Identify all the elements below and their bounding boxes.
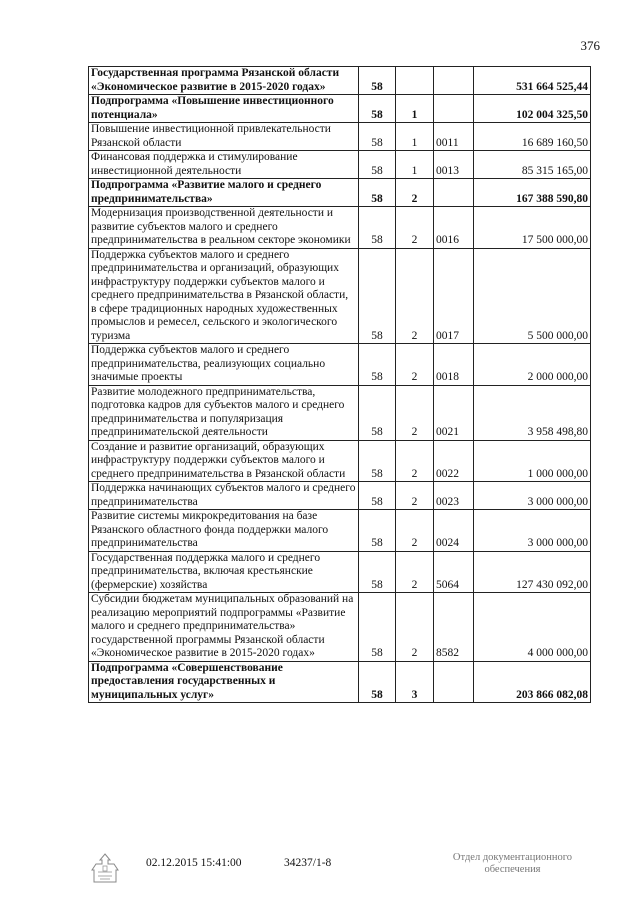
row-code-a: 58	[359, 661, 396, 703]
table-row	[89, 482, 591, 510]
table-row	[89, 344, 591, 386]
table-row	[89, 661, 591, 703]
table-row	[89, 123, 591, 151]
table-row	[89, 179, 591, 207]
row-sum: 531 664 525,44	[474, 67, 591, 95]
row-code-a: 58	[359, 482, 396, 510]
row-sum: 3 000 000,00	[474, 510, 591, 552]
row-code-a: 58	[359, 123, 396, 151]
row-sum: 3 000 000,00	[474, 482, 591, 510]
row-sum: 85 315 165,00	[474, 151, 591, 179]
row-code-b: 2	[396, 179, 434, 207]
row-name: Развитие системы микрокредитования на базе Рязанского областного фонда поддержки малого предпринимательства	[89, 510, 359, 552]
row-name: Финансовая поддержка и стимулирование инвестиционной деятельности	[89, 151, 359, 179]
row-code-a: 58	[359, 593, 396, 662]
row-code-b	[396, 67, 434, 95]
row-code-c: 8582	[434, 593, 474, 662]
row-code-a: 58	[359, 67, 396, 95]
department-line-1: Отдел документационного	[452, 852, 573, 863]
row-code-c: 0023	[434, 482, 474, 510]
row-code-c	[434, 661, 474, 703]
row-code-c: 0021	[434, 385, 474, 440]
table-row	[89, 440, 591, 482]
row-sum: 203 866 082,08	[474, 661, 591, 703]
row-code-b: 2	[396, 248, 434, 344]
row-sum: 17 500 000,00	[474, 207, 591, 249]
row-sum: 2 000 000,00	[474, 344, 591, 386]
row-code-b: 2	[396, 207, 434, 249]
row-sum: 16 689 160,50	[474, 123, 591, 151]
row-name: Поддержка начинающих субъектов малого и среднего предпринимательства	[89, 482, 359, 510]
row-sum: 5 500 000,00	[474, 248, 591, 344]
row-sum: 102 004 325,50	[474, 95, 591, 123]
row-name: Государственная программа Рязанской области «Экономическое развитие в 2015-2020 годах»	[89, 67, 359, 95]
table-row	[89, 95, 591, 123]
row-name: Государственная поддержка малого и среднего предпринимательства, включая крестьянские (фермерские) хозяйства	[89, 551, 359, 593]
footer-datetime: 02.12.2015 15:41:00	[146, 857, 242, 869]
row-name: Создание и развитие организаций, образующих инфраструктуру поддержки субъектов малого и среднего предпринимательства в Рязанской области	[89, 440, 359, 482]
row-name: Подпрограмма «Совершенствование предоставления государственных и муниципальных услуг»	[89, 661, 359, 703]
row-code-a: 58	[359, 207, 396, 249]
row-sum: 4 000 000,00	[474, 593, 591, 662]
row-code-c	[434, 95, 474, 123]
row-code-c: 0017	[434, 248, 474, 344]
row-sum: 1 000 000,00	[474, 440, 591, 482]
page-number: 376	[580, 38, 600, 53]
row-code-b: 2	[396, 344, 434, 386]
table-row	[89, 207, 591, 249]
footer-doc-number: 34237/1-8	[284, 857, 332, 869]
row-code-b: 2	[396, 440, 434, 482]
row-code-c: 0011	[434, 123, 474, 151]
row-code-c: 0024	[434, 510, 474, 552]
row-code-c	[434, 179, 474, 207]
row-code-b: 2	[396, 593, 434, 662]
row-code-b: 1	[396, 151, 434, 179]
row-code-c: 0016	[434, 207, 474, 249]
row-code-a: 58	[359, 440, 396, 482]
table-row	[89, 151, 591, 179]
coat-of-arms-icon	[88, 852, 122, 886]
row-name: Поддержка субъектов малого и среднего предпринимательства и организаций, образующих инфраструктуру поддержки субъектов малого и среднего предпринимательства в Рязанской области, в сфере традиционных народных художественных промыслов и ремесел, сельского и экологического туризма	[89, 248, 359, 344]
table-row	[89, 248, 591, 344]
row-name: Подпрограмма «Развитие малого и среднего предпринимательства»	[89, 179, 359, 207]
row-code-b: 1	[396, 123, 434, 151]
row-code-a: 58	[359, 248, 396, 344]
row-name: Модернизация производственной деятельности и развитие субъектов малого и среднего предпринимательства в реальном секторе экономики	[89, 207, 359, 249]
row-code-a: 58	[359, 151, 396, 179]
row-name: Развитие молодежного предпринимательства, подготовка кадров для субъектов малого и среднего предпринимательства и популяризация предпринимательской деятельности	[89, 385, 359, 440]
row-name: Поддержка субъектов малого и среднего предпринимательства, реализующих социально значимые проекты	[89, 344, 359, 386]
row-name: Повышение инвестиционной привлекательности Рязанской области	[89, 123, 359, 151]
row-code-a: 58	[359, 95, 396, 123]
row-code-a: 58	[359, 344, 396, 386]
row-code-a: 58	[359, 179, 396, 207]
table-row	[89, 385, 591, 440]
row-sum: 127 430 092,00	[474, 551, 591, 593]
budget-table	[88, 66, 591, 703]
row-code-b: 1	[396, 95, 434, 123]
table-row	[89, 510, 591, 552]
row-code-c: 5064	[434, 551, 474, 593]
row-sum: 3 958 498,80	[474, 385, 591, 440]
row-code-b: 2	[396, 510, 434, 552]
row-code-a: 58	[359, 551, 396, 593]
row-code-b: 3	[396, 661, 434, 703]
row-code-c	[434, 67, 474, 95]
row-code-c: 0013	[434, 151, 474, 179]
footer-department	[430, 852, 595, 876]
row-code-a: 58	[359, 510, 396, 552]
table-row	[89, 67, 591, 95]
row-name: Субсидии бюджетам муниципальных образований на реализацию мероприятий подпрограммы «Развитие малого и среднего предпринимательства» государственной программы Рязанской области «Экономическое развитие в 2015-2020 годах»	[89, 593, 359, 662]
row-code-b: 2	[396, 551, 434, 593]
table-row	[89, 593, 591, 662]
department-line-2: обеспечения	[484, 864, 541, 875]
row-code-c: 0022	[434, 440, 474, 482]
row-code-b: 2	[396, 385, 434, 440]
row-name: Подпрограмма «Повышение инвестиционного потенциала»	[89, 95, 359, 123]
row-code-c: 0018	[434, 344, 474, 386]
table-row	[89, 551, 591, 593]
row-code-a: 58	[359, 385, 396, 440]
row-sum: 167 388 590,80	[474, 179, 591, 207]
row-code-b: 2	[396, 482, 434, 510]
